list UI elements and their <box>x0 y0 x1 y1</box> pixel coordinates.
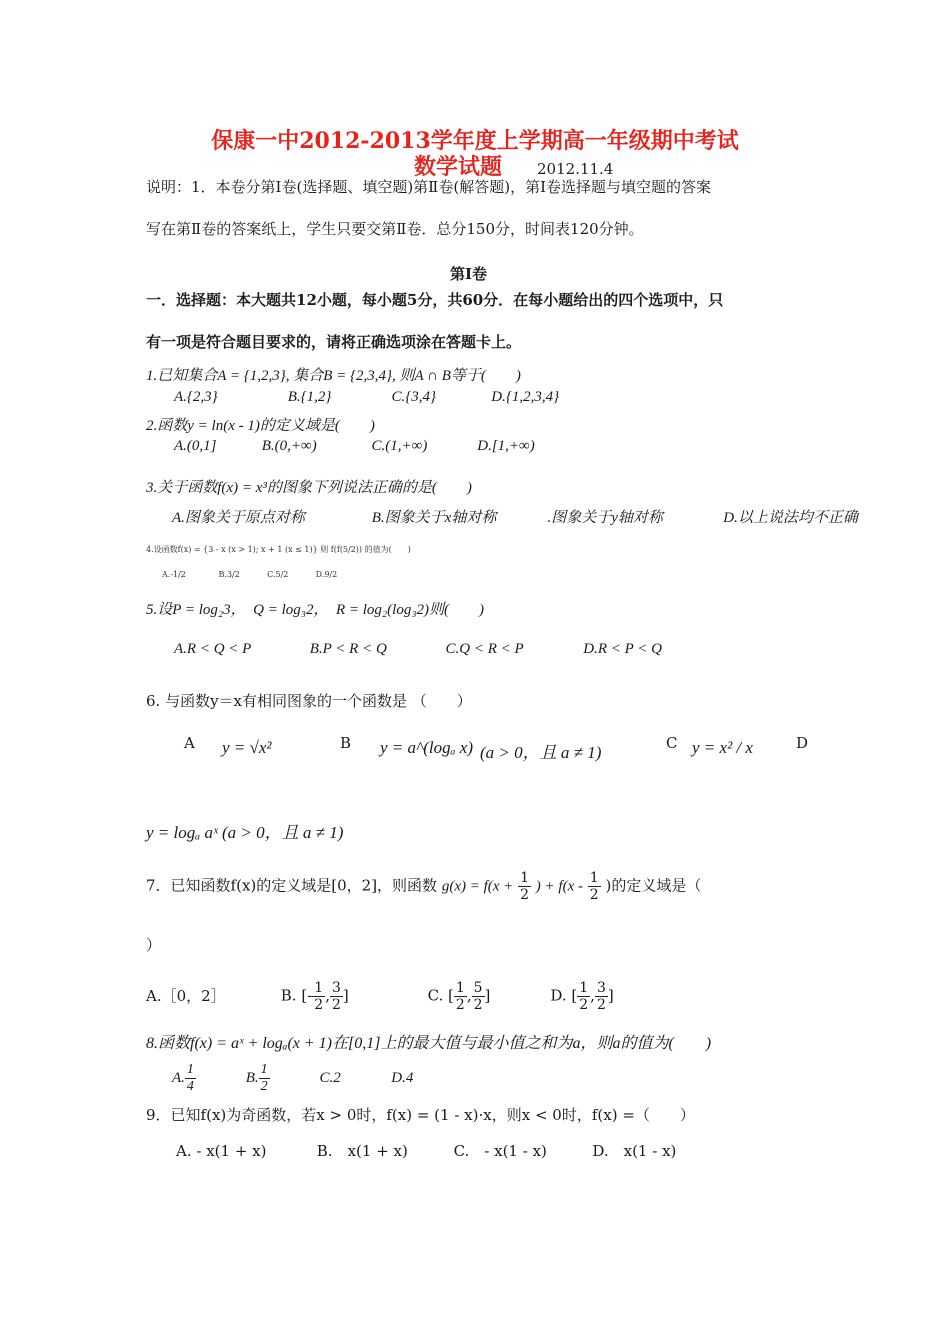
q7-stem-end: ） <box>146 936 162 954</box>
q7-stem-b: g(x) = f(x + <box>441 878 514 895</box>
exam-date: 2012.11.4 <box>537 160 614 178</box>
q7-option-b: B. [- $\frac{1}{2}$ , $\frac{3}{2}$ ] <box>280 980 349 1013</box>
exam-subtitle: 数学试题 <box>414 154 503 180</box>
q1-option-b: B.{1,2} <box>287 389 332 405</box>
q6-option-b: y = a^(logₐ x) <box>380 738 474 757</box>
q6-stem: 6. 与函数y＝x有相同图象的一个函数是 （ ） <box>146 692 472 710</box>
section-instruction-1: 一．选择题：本大题共12小题，每小题5分，共60分．在每小题给出的四个选项中，只 <box>146 291 724 309</box>
q8-option-d: D.4 <box>391 1069 414 1086</box>
q2-option-a: A.(0,1] <box>174 438 217 454</box>
q8-option-b: B. $\frac{1}{2}$ <box>245 1062 268 1094</box>
section-instruction-2: 有一项是符合题目要求的，请将正确选项涂在答题卡上。 <box>146 333 522 351</box>
q9-options <box>176 1140 676 1161</box>
q9-option-d: D. x(1 - x) <box>592 1142 677 1160</box>
q7-option-c: C. [ $\frac{1}{2}$ , $\frac{5}{2}$ ] <box>427 980 491 1013</box>
q4-option-a: A.-1/2 <box>162 570 186 579</box>
q4-option-b: B.3/2 <box>218 570 240 579</box>
q2-option-b: B.(0,+∞) <box>261 438 317 454</box>
q5-option-c: C.Q < R < P <box>445 641 524 657</box>
q6-label-a: A <box>184 734 195 752</box>
q7-options <box>146 980 614 1013</box>
q6-option-b-condition: (a > 0，且 a ≠ 1) <box>480 743 602 762</box>
q6-label-c: C <box>666 734 678 752</box>
q7-stem-a: 7．已知函数f(x)的定义域是[0，2]，则函数 <box>146 876 438 895</box>
q7-stem <box>146 870 701 903</box>
q9-option-a: A. - x(1 + x) <box>176 1142 267 1160</box>
q2-option-c: C.(1,+∞) <box>371 438 428 454</box>
intro-line-1: 说明：1．本卷分第Ⅰ卷(选择题、填空题)第Ⅱ卷(解答题)，第Ⅰ卷选择题与填空题的答案 <box>146 178 712 196</box>
q1-stem: 1.已知集合A = {1,2,3}, 集合B = {2,3,4}, 则A ∩ B等于( ) <box>146 368 521 384</box>
q6-option-a: y = √x² <box>222 738 272 757</box>
q7-stem-d: )的定义域是（ <box>605 876 702 895</box>
q4-option-c: C.5/2 <box>267 570 289 579</box>
q6-label-d: D <box>796 734 809 752</box>
q6-label-b: B <box>340 734 352 752</box>
q9-option-c: C. - x(1 - x) <box>453 1142 547 1160</box>
q6-option-c: y = x² / x <box>692 738 753 757</box>
section-heading: 第Ⅰ卷 <box>450 265 488 283</box>
q1-option-a: A.{2,3} <box>174 389 218 405</box>
q5-stem: 5.设P = log₂3， Q = log₃2， R = log₂(log₃2)则( ) <box>146 602 485 618</box>
q8-option-a: A. $\frac{1}{4}$ <box>172 1062 194 1094</box>
q3-stem: 3.关于函数f(x) = x³的图象下列说法正确的是( ) <box>146 480 472 496</box>
q3-option-a: A.图象关于原点对称 <box>172 510 305 526</box>
q1-option-c: C.{3,4} <box>391 389 437 405</box>
q8-option-c: C.2 <box>319 1069 341 1086</box>
intro-line-2: 写在第Ⅱ卷的答案纸上，学生只要交第Ⅱ卷．总分150分，时间表120分钟。 <box>146 220 644 238</box>
q7-option-d: D. [ $\frac{1}{2}$ , $\frac{3}{2}$ ] <box>550 980 614 1013</box>
q5-option-b: B.P < R < Q <box>309 641 387 657</box>
q1-options <box>174 389 559 406</box>
q8-options <box>172 1062 413 1095</box>
q4-stem: 4.设函数f(x) = {3 - x (x > 1); x + 1 (x ≤ 1)} 则 f(f(5/2)) 的值为( ) <box>146 545 411 554</box>
q8-stem: 8.函数f(x) = aˣ + logₐ(x + 1)在[0,1]上的最大值与最小值之和为a，则a的值为( ) <box>146 1035 712 1052</box>
q5-option-d: D.R < P < Q <box>583 641 662 657</box>
q3-options <box>172 506 858 527</box>
q5-option-a: A.R < Q < P <box>174 641 252 657</box>
q4-option-d: D.9/2 <box>315 570 338 579</box>
q3-option-d: D.以上说法均不正确 <box>723 510 858 526</box>
q6-option-d: y = logₐ aˣ (a > 0，且 a ≠ 1) <box>146 823 344 842</box>
exam-title: 保康一中2012-2013学年度上学期高一年级期中考试 <box>211 128 739 154</box>
q1-option-d: D.{1,2,3,4} <box>491 389 560 405</box>
q7-half-2: $\frac{1}{2}$ <box>589 870 599 903</box>
q9-stem: 9．已知f(x)为奇函数，若x > 0时，f(x) = (1 - x)·x，则x < 0时，f(x) =（ ） <box>146 1106 695 1124</box>
q9-option-b: B. x(1 + x) <box>316 1142 408 1160</box>
q7-option-a: A.［0，2］ <box>146 986 226 1005</box>
q7-stem-c: ) + f(x - <box>535 878 583 895</box>
q3-option-b: B.图象关于x轴对称 <box>371 510 497 526</box>
q3-option-c: .图象关于y轴对称 <box>547 510 663 526</box>
q2-options <box>174 438 535 455</box>
q5-options <box>174 641 662 658</box>
q4-options <box>162 570 337 579</box>
q2-option-d: D.[1,+∞) <box>477 438 535 454</box>
q2-stem: 2.函数y = ln(x - 1)的定义域是( ) <box>146 418 375 434</box>
q7-half-1: $\frac{1}{2}$ <box>520 870 530 903</box>
